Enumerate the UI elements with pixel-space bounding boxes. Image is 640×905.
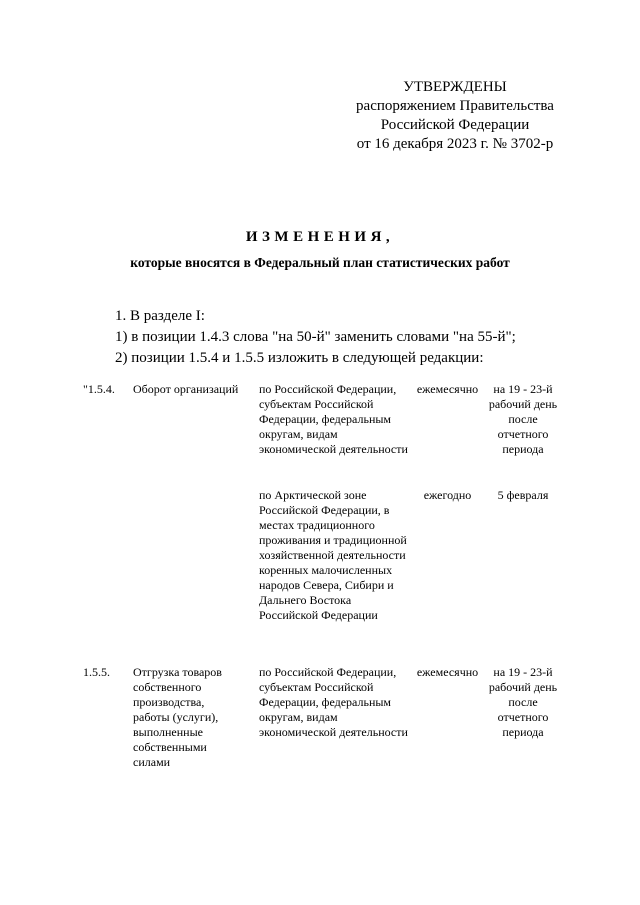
approval-line-1: распоряжением Правительства (356, 98, 554, 114)
approval-block (330, 78, 580, 154)
indicator-name: Оборот организаций (133, 382, 239, 396)
instructions-block (115, 306, 516, 369)
indicator-term: на 19 - 23-й рабочий день после отчетного периода (488, 665, 558, 739)
approval-line-2: Российской Федерации (380, 117, 530, 133)
indicator-scope: по Российской Федерации, субъектам Российской Федерации, федеральным округам, видам экономической деятельности (259, 382, 408, 456)
heading-title: ИЗМЕНЕНИЯ, (245, 229, 395, 245)
heading-subtitle: которые вносятся в Федеральный план статистических работ (130, 255, 510, 270)
indicator-scope: по Арктической зоне Российской Федерации, в местах традиционного проживания и традиционной хозяйственной деятельности коренных малочисленных народов Севера, Сибири и Дальнего Востока Российской Федерации (259, 488, 407, 622)
instruction-line: 1. В разделе I: (115, 308, 205, 324)
indicator-frequency: ежегодно (423, 488, 472, 502)
indicator-term: 5 февраля (497, 488, 549, 502)
position-number: "1.5.4. (83, 382, 115, 396)
instruction-line: 1) в позиции 1.4.3 слова "на 50-й" заменить словами "на 55-й"; (115, 329, 516, 345)
indicator-scope: по Российской Федерации, субъектам Российской Федерации, федеральным округам, видам экономической деятельности (259, 665, 408, 739)
position-number: 1.5.5. (83, 665, 110, 679)
document-heading (0, 225, 640, 275)
indicator-term: на 19 - 23-й рабочий день после отчетного периода (488, 382, 558, 456)
indicator-frequency: ежемесячно (416, 382, 479, 396)
instruction-line: 2) позиции 1.5.4 и 1.5.5 изложить в следующей редакции: (115, 350, 484, 366)
indicator-frequency: ежемесячно (416, 665, 479, 679)
approval-title: УТВЕРЖДЕНЫ (403, 79, 507, 95)
indicator-name: Отгрузка товаров собственного производства, работы (услуги), выполненные собственными силами (133, 665, 222, 769)
approval-line-3: от 16 декабря 2023 г. № 3702-р (356, 136, 554, 152)
